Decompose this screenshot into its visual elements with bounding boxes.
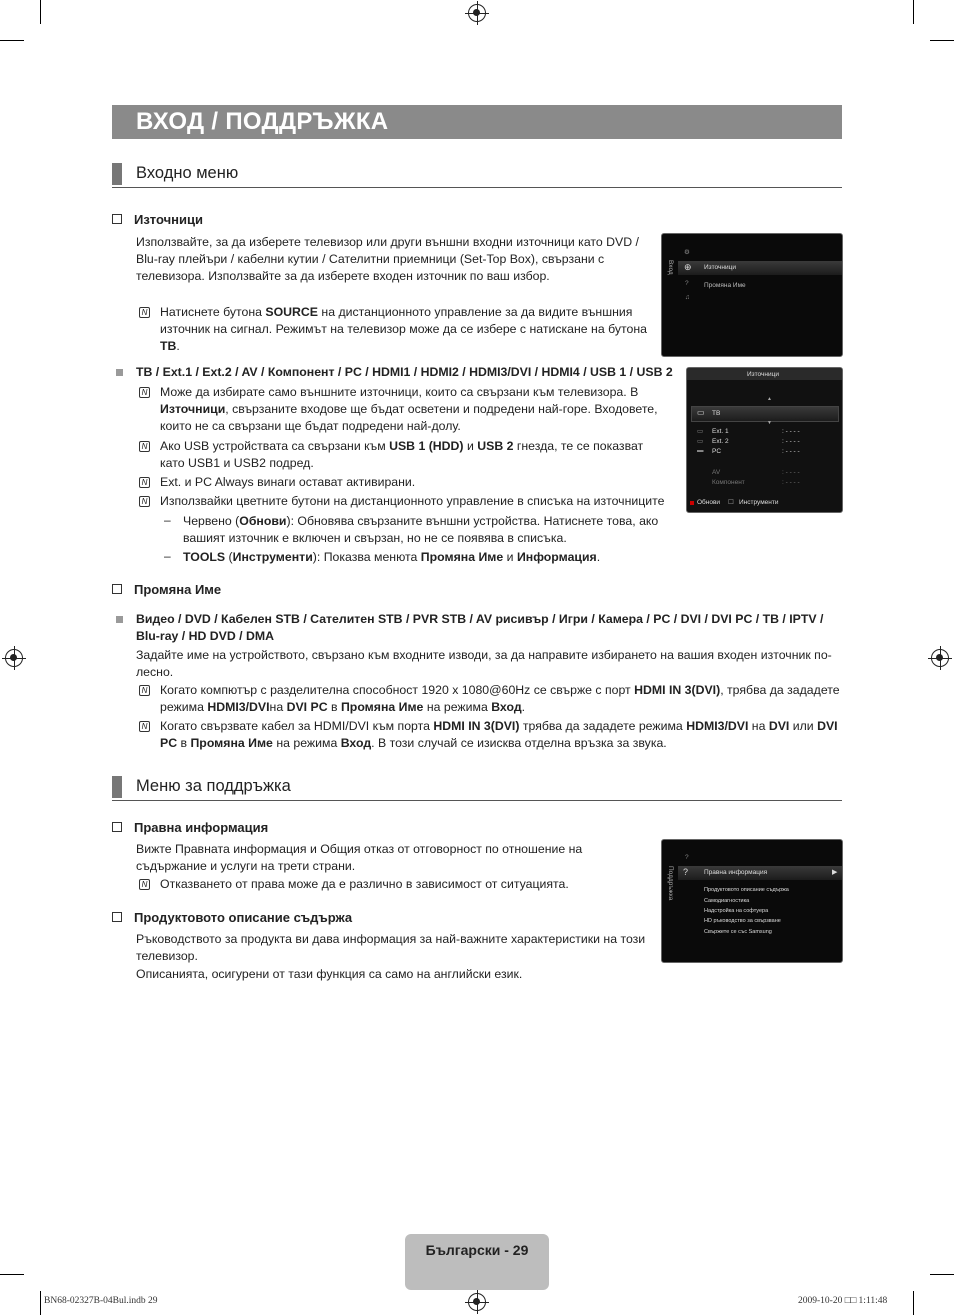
sources-tools-button: TOOLS (Инструменти): Показва менюта Промяна Име и Информация.: [183, 550, 601, 564]
subsection-rename: [112, 582, 221, 597]
section-heading-support: [112, 776, 842, 801]
dash-bullet: –: [164, 513, 171, 527]
subsection-legal: [112, 820, 268, 835]
screenshot-sources-list: [686, 367, 843, 513]
crop-mark: [40, 0, 41, 24]
registration-mark-icon: [468, 1293, 486, 1311]
screenshot-support-menu: [661, 839, 843, 963]
rename-note-2: Когато свързвате кабел за HDMI/DVI към порта HDMI IN 3(DVI) трябва да зададете режима HDMI3/DVI на DVI или DVI PC в Промяна Име на режима Вход. В този случай се изисква отделна връзка за звука.: [160, 719, 838, 750]
note-icon: N: [139, 496, 150, 507]
menu-item-sources: Източници: [704, 264, 736, 271]
section-title: Меню за поддръжка: [136, 777, 291, 795]
menu-icon: ?: [685, 854, 689, 861]
source-icon: ▭: [697, 428, 704, 435]
sources-red-button: Червено (Обнови): Обновява свързаните външни устройства. Натиснете това, ако вашият източник е включен и свързан, но не се появява в списъка.: [183, 514, 659, 545]
tools-label: Инструменти: [739, 499, 779, 506]
tools-icon: ☐: [728, 499, 734, 506]
menu-item: Свържете се със Samsung: [704, 929, 772, 935]
page-title: ВХОД / ПОДДРЪЖКА: [136, 108, 389, 135]
registration-mark-icon: [931, 649, 949, 667]
source-value: : - - - -: [782, 469, 800, 476]
source-name: Ext. 2: [712, 438, 729, 445]
screenshot-input-menu: [661, 233, 843, 357]
source-icon: ▭: [697, 438, 704, 445]
side-label: Поддръжка: [667, 866, 674, 901]
subsection-manual: [112, 910, 352, 925]
section-title: Входно меню: [136, 164, 239, 182]
sources-note-1: Натиснете бутона SOURCE на дистанционното управление за да видите външния източник на сигнал. Режимът на телевизор може да се избере с натискане на бутона TB.: [160, 305, 647, 353]
rename-note-1: Когато компютър с разделителна способност 1920 x 1080@60Hz се свърже с порт HDMI IN 3(DVI), трябва да зададете режима HDMI3/DVIна DVI PC в Промяна Име на режима Вход.: [160, 683, 840, 714]
arrow-up-icon: ▲: [767, 396, 772, 402]
menu-item: Надстройка на софтуера: [704, 908, 769, 914]
source-name: Компонент: [712, 479, 745, 486]
source-name: AV: [712, 469, 721, 476]
input-icon: ⊕: [684, 262, 692, 272]
crop-mark: [0, 40, 24, 41]
print-slug-file: BN68-02327B-04Bul.indb 29: [44, 1296, 158, 1306]
side-label: Вход: [667, 260, 674, 275]
note-icon: N: [139, 879, 150, 890]
crop-mark: [40, 1291, 41, 1315]
menu-item: Самодиагностика: [704, 898, 750, 904]
menu-item: Правна информация: [704, 869, 768, 876]
subsection-title: Промяна Име: [134, 582, 222, 597]
page-title-bar: [112, 105, 842, 139]
source-value: : - - - -: [782, 479, 800, 486]
note-icon: N: [139, 721, 150, 732]
source-tv: TB: [712, 410, 721, 417]
sources-header: Източници: [747, 371, 779, 378]
page-number: Български - 29: [425, 1242, 529, 1258]
legal-note: Отказването от права може да е различно в зависимост от ситуацията.: [160, 877, 569, 891]
page-number-tab: [405, 1234, 549, 1290]
print-slug-date: 2009-10-20 □□ 1:11:48: [798, 1296, 888, 1306]
sources-description: Използвайте, за да изберете телевизор или други външни входни източници като DVD / Blu-ray плейъри / кабелни кутии / Сателитни приемници (Set-Top Box), свързани с телевизора. Използвайте за да изберете входен източник по ваш избор.: [136, 235, 639, 283]
bullet-square: [116, 616, 123, 623]
subsection-title: Правна информация: [134, 820, 269, 835]
chevron-right-icon: ▶: [832, 869, 838, 876]
crop-mark: [913, 0, 914, 24]
support-icon: ?: [683, 867, 689, 877]
sources-note-4: Ext. и PC Always винаги остават активирани.: [160, 475, 416, 489]
bullet-square: [116, 369, 123, 376]
crop-mark: [930, 40, 954, 41]
menu-icon: ⚙: [684, 249, 690, 256]
registration-mark-icon: [5, 649, 23, 667]
source-name: PC: [712, 448, 722, 455]
rename-list: Видео / DVD / Кабелен STB / Сателитен STB / PVR STB / AV рисивър / Игри / Камера / PC / DVI / DVI PC / TB / IPTV / Blu-ray / HD DVD / DMA: [136, 612, 824, 643]
source-icon: ▬: [697, 447, 704, 454]
arrow-down-icon: ▼: [767, 420, 772, 426]
menu-icon: ?: [685, 280, 689, 287]
subsection-sources: [112, 212, 203, 227]
menu-item-rename: Промяна Име: [704, 282, 746, 289]
refresh-label: Обнови: [697, 499, 721, 506]
dash-bullet: –: [164, 549, 171, 563]
sources-list: TB / Ext.1 / Ext.2 / AV / Компонент / PC / HDMI1 / HDMI2 / HDMI3/DVI / HDMI4 / USB 1 / USB 2: [136, 365, 673, 379]
sources-note-5: Използвайки цветните бутони на дистанционното управление в списъка на източниците: [160, 494, 665, 508]
legal-description: Вижте Правната информация и Общия отказ от отговорност по отношение на съдържание и услуги на трети страни.: [136, 842, 583, 873]
crop-mark: [913, 1291, 914, 1315]
tv-icon: ▭: [697, 408, 705, 417]
menu-item: HD ръководство за свързване: [704, 918, 781, 924]
selected-row-highlight: [678, 261, 842, 275]
source-value: : - - - -: [782, 448, 800, 455]
note-icon: N: [139, 685, 150, 696]
note-icon: N: [139, 477, 150, 488]
sources-note-3: Ако USB устройствата са свързани към USB 1 (HDD) и USB 2 гнезда, те се показват като USB1 и USB2 подред.: [160, 439, 644, 470]
crop-mark: [930, 1274, 954, 1275]
sources-note-2: Може да избирате само външните източници, които са свързани към телевизора. В Източници, свързаните входове ще бъдат осветени и подредени най-горе. Входовете, които не са свързани ще бъдат подредени най-долу.: [160, 385, 658, 433]
source-name: Ext. 1: [712, 428, 729, 435]
registration-mark-icon: [468, 4, 486, 22]
source-value: : - - - -: [782, 428, 800, 435]
crop-mark: [0, 1274, 24, 1275]
menu-icon: ♫: [685, 294, 690, 301]
section-heading-input: [112, 163, 842, 188]
menu-item: Продуктовото описание съдържа: [704, 887, 789, 893]
red-button-icon: [690, 501, 694, 505]
rename-description: Задайте име на устройството, свързано към входните изводи, за да направите избирането на вашия входен източник по-лесно.: [136, 648, 832, 679]
subsection-title: Продуктовото описание съдържа: [134, 910, 353, 925]
note-icon: N: [139, 441, 150, 452]
note-icon: N: [139, 387, 150, 398]
note-icon: N: [139, 307, 150, 318]
source-value: : - - - -: [782, 438, 800, 445]
manual-note: Описанията, осигурени от тази функция са само на английски език.: [136, 967, 523, 981]
subsection-title: Източници: [134, 212, 203, 227]
manual-description: Ръководството за продукта ви дава информация за най-важните характеристики на този телевизор.: [136, 932, 646, 963]
